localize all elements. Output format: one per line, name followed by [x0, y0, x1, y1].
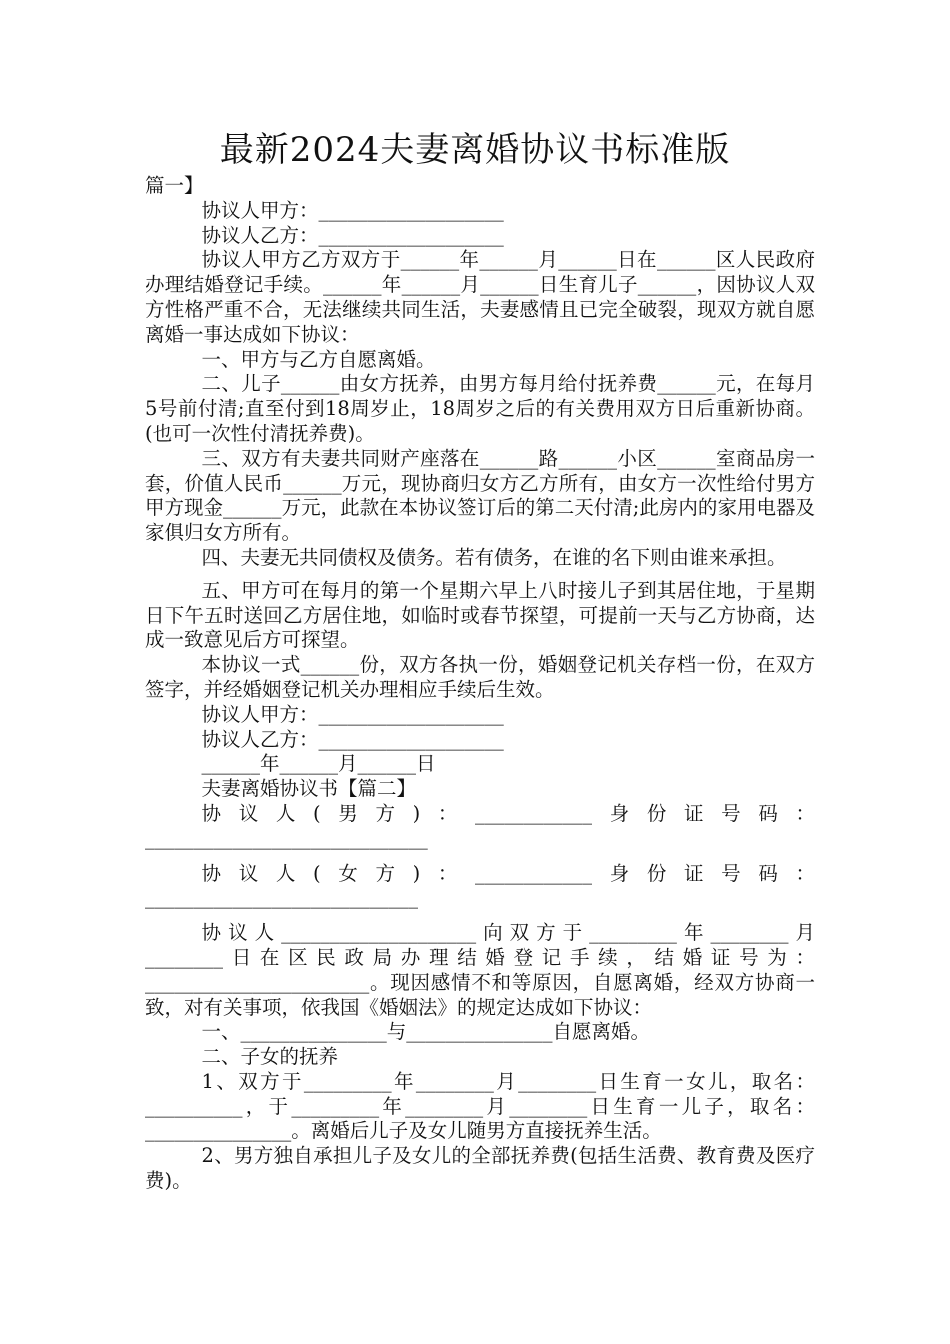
party-a-line: 协议人甲方：___________________ — [201, 198, 504, 222]
agreement-copies-paragraph: 本协议一式______份，双方各执一份，婚姻登记机关存档一份，在双方签字，并经婚姻登记机关办理相应手续后生效。 — [145, 653, 815, 701]
clause-one: 一、甲方与乙方自愿离婚。 — [201, 347, 436, 371]
clause-five: 五、甲方可在每月的第一个星期六早上八时接儿子到其居住地，于星期日下午五时送回乙方居住地，如临时或春节探望，可提前一天与乙方协商，达成一致意见后方可探望。 — [145, 578, 815, 652]
section-heading-part-one: 篇一】 — [145, 174, 204, 197]
registration-paragraph-part-two: 协议人____________________向双方于_________年________月________日在区民政局办理结婚登记手续，结婚证号为：_______________________。现因感情不和等原因，自愿离婚，经双方协商一致，对有关事项，依我国《婚姻法》的规定达成如下协议： — [145, 921, 815, 1019]
marriage-registration-paragraph: 协议人甲方乙方双方于______年______月______日在______区人民政府办理结婚登记手续。______年______月______日生育儿子______，因协议人双方性格严重不合，无法继续共同生活，夫妻感情且已完全破裂，现双方就自愿离婚一事达成如下协议： — [145, 248, 815, 346]
child-custody-paragraph: 1、双方于_________年________月________日生育一女儿，取名：__________，于_________年________月________日生育一儿子，取名：_______________。离婚后儿子及女儿随男方直接抚养生活。 — [145, 1069, 815, 1143]
child-support-paragraph: 2、男方独自承担儿子及女儿的全部抚养费(包括生活费、教育费及医疗费)。 — [145, 1144, 815, 1193]
female-party-id-line: 协议人(女方)：____________身份证号码：____________________________ — [145, 861, 815, 910]
signature-party-a: 协议人甲方：___________________ — [201, 702, 504, 726]
clause-three: 三、双方有夫妻共同财产座落在______路______小区______室商品房一套，价值人民币______万元，现协商归女方乙方所有，由女方一次性给付男方甲方现金______万元，此款在本协议签订后的第二天付清;此房内的家用电器及家俱归女方所有。 — [145, 446, 815, 545]
document-title: 最新2024夫妻离婚协议书标准版 — [219, 130, 731, 170]
clause-four: 四、夫妻无共同债权及债务。若有债务，在谁的名下则由谁来承担。 — [201, 545, 787, 569]
document-body — [145, 174, 815, 1194]
party-b-line: 协议人乙方：___________________ — [201, 223, 504, 247]
male-party-id-line: 协议人(男方)：____________身份证号码：_____________________________ — [145, 801, 815, 850]
clause-one-part-two: 一、_______________与_______________自愿离婚。 — [201, 1020, 651, 1044]
section-heading-part-two: 夫妻离婚协议书【篇二】 — [201, 777, 417, 801]
signature-party-b: 协议人乙方：___________________ — [201, 727, 504, 751]
clause-two-heading-part-two: 二、子女的抚养 — [201, 1045, 339, 1069]
clause-two: 二、儿子______由女方抚养，由男方每月给付抚养费______元，在每月5号前付清;直至付到18周岁止，18周岁之后的有关费用双方日后重新协商。(也可一次性付清抚养费)。 — [145, 372, 815, 445]
signature-date: ______年______月______日 — [201, 752, 436, 776]
